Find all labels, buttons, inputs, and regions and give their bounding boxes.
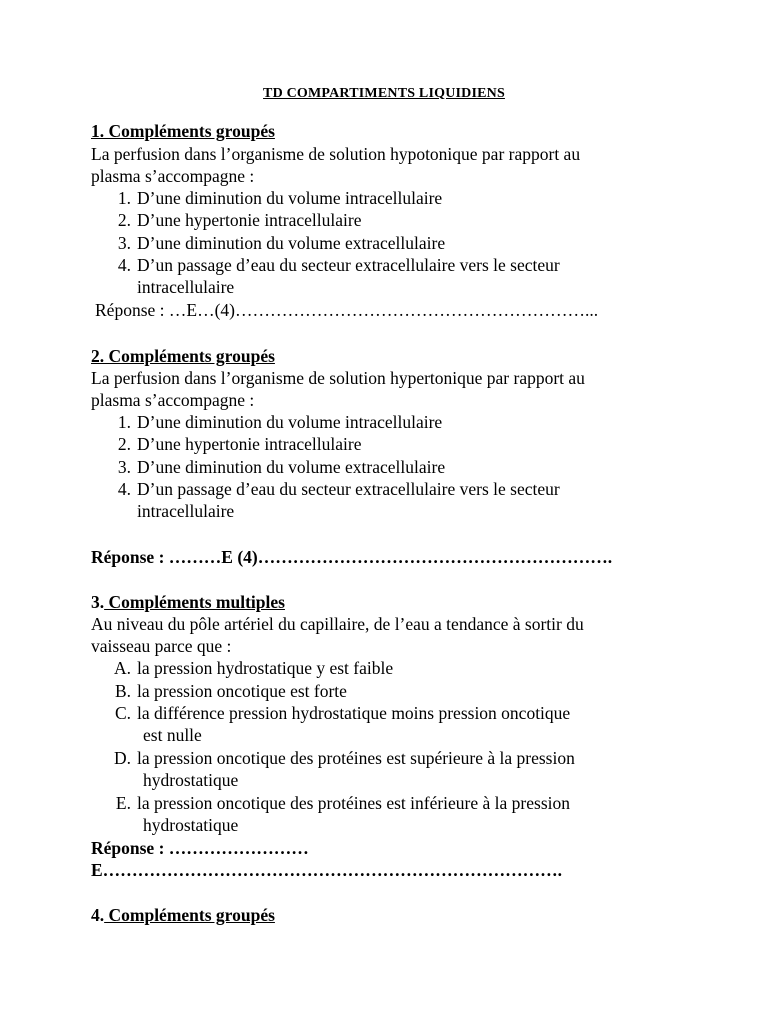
q3-answer-line2: E……………………………………………………………………. (91, 860, 563, 880)
q1-item-1: 1. D’une diminution du volume intracellulaire (117, 188, 443, 208)
q3-item-c: C. la différence pression hydrostatique moins pression oncotique (114, 703, 571, 723)
q1-heading: 1. Compléments groupés (91, 121, 275, 141)
q3-stem-line1: Au niveau du pôle artériel du capillaire, de l’eau a tendance à sortir du (91, 614, 584, 634)
q1-answer: Réponse : …E…(4)……………………………………………………... (95, 300, 599, 320)
q2-stem-line1: La perfusion dans l’organisme de solution hypertonique par rapport au (91, 368, 585, 388)
q1-stem-line2: plasma s’accompagne : (91, 166, 255, 186)
q3-item-e-continuation: hydrostatique (143, 815, 239, 835)
q1-stem-line1: La perfusion dans l’organisme de solution hypotonique par rapport au (91, 144, 581, 164)
q1-item-2: 2. D’une hypertonie intracellulaire (117, 210, 362, 230)
q3-item-d-continuation: hydrostatique (143, 770, 239, 790)
q3-item-c-continuation: est nulle (143, 725, 202, 745)
q3-stem-line2: vaisseau parce que : (91, 636, 232, 656)
q2-heading: 2. Compléments groupés (91, 346, 275, 366)
q1-item-4-continuation: intracellulaire (137, 277, 235, 297)
q1-item-3: 3. D’une diminution du volume extracellulaire (117, 233, 446, 253)
document-title: TD COMPARTIMENTS LIQUIDIENS (263, 86, 505, 101)
q2-stem-line2: plasma s’accompagne : (91, 390, 255, 410)
q1-item-4: 4. D’un passage d’eau du secteur extracellulaire vers le secteur (117, 255, 560, 275)
q3-item-e: E. la pression oncotique des protéines est inférieure à la pression (115, 793, 570, 813)
q3-item-b: B. la pression oncotique est forte (114, 681, 347, 701)
q2-item-4: 4. D’un passage d’eau du secteur extracellulaire vers le secteur (117, 479, 560, 499)
q2-item-2: 2. D’une hypertonie intracellulaire (117, 434, 362, 454)
q3-item-a: A. la pression hydrostatique y est faible (113, 658, 394, 678)
q3-answer-line1: Réponse : …………………… (91, 838, 309, 858)
q3-heading: 3. Compléments multiples (91, 592, 285, 612)
q2-answer: Réponse : ………E (4)……………………………………………………. (91, 547, 613, 567)
q4-heading: 4. Compléments groupés (91, 905, 275, 925)
q3-item-d: D. la pression oncotique des protéines est supérieure à la pression (113, 748, 575, 768)
q2-item-1: 1. D’une diminution du volume intracellulaire (117, 412, 443, 432)
q2-item-3: 3. D’une diminution du volume extracellulaire (117, 457, 446, 477)
q2-item-4-continuation: intracellulaire (137, 501, 235, 521)
